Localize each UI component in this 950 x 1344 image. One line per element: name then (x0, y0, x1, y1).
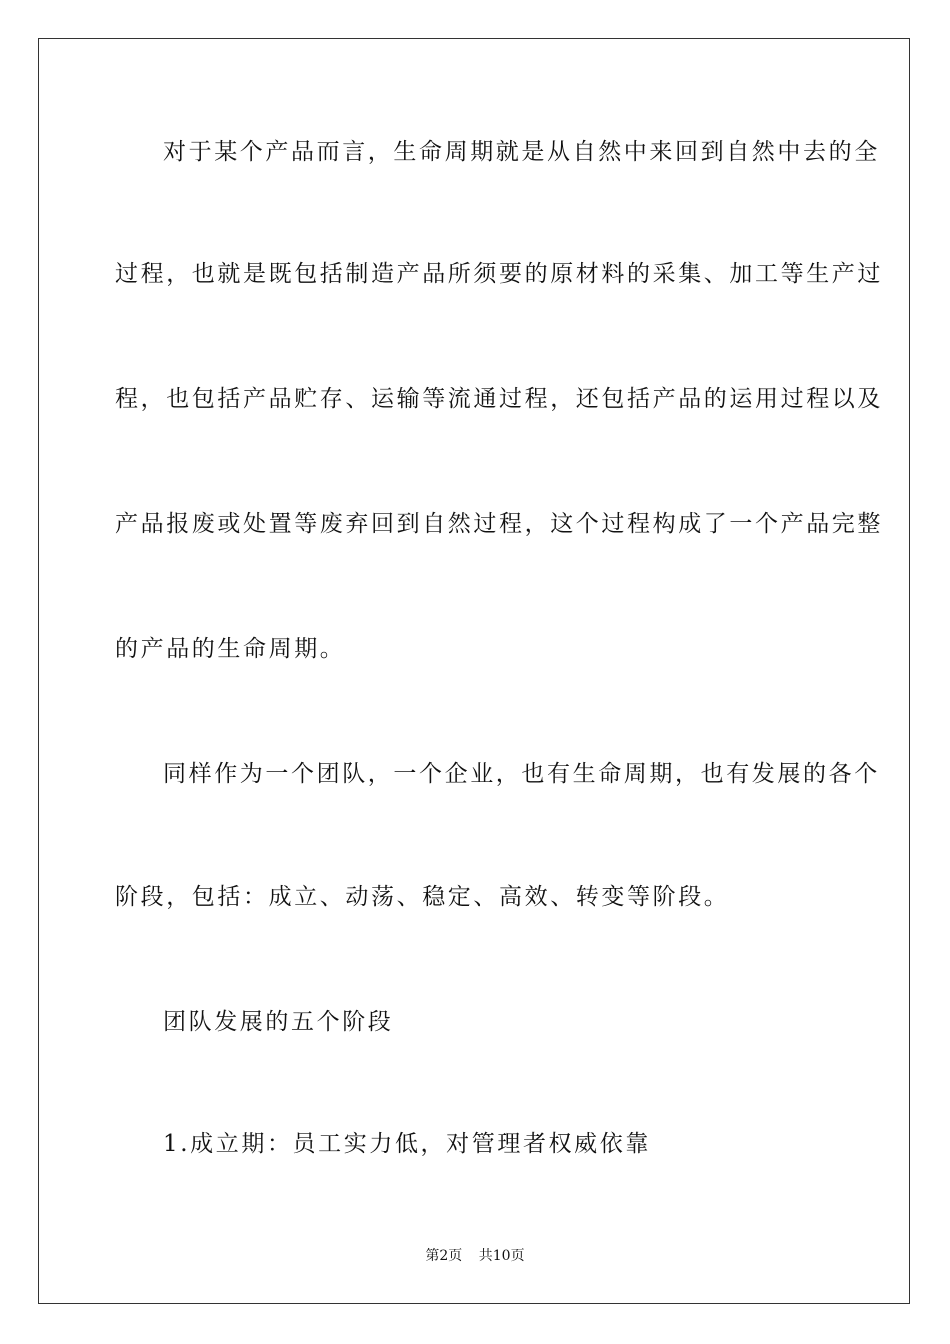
paragraph-line: 程，也包括产品贮存、运输等流通过程，还包括产品的运用过程以及 (115, 386, 883, 412)
page-footer (0, 1246, 950, 1266)
paragraph-line: 同样作为一个团队，一个企业，也有生命周期，也有发展的各个 (163, 761, 880, 787)
page-border (38, 38, 910, 1304)
page-number: 第2页 (425, 1248, 463, 1264)
page-total: 共10页 (478, 1248, 525, 1264)
paragraph-line: 产品报废或处置等废弃回到自然过程，这个过程构成了一个产品完整 (115, 511, 883, 537)
paragraph-line: 过程，也就是既包括制造产品所须要的原材料的采集、加工等生产过 (115, 261, 883, 287)
section-heading: 团队发展的五个阶段 (163, 1009, 394, 1035)
list-item: 1.成立期：员工实力低，对管理者权威依靠 (163, 1131, 651, 1157)
paragraph-line: 对于某个产品而言，生命周期就是从自然中来回到自然中去的全 (163, 139, 880, 165)
paragraph-line: 阶段，包括：成立、动荡、稳定、高效、转变等阶段。 (115, 884, 730, 910)
paragraph-line: 的产品的生命周期。 (115, 636, 346, 662)
